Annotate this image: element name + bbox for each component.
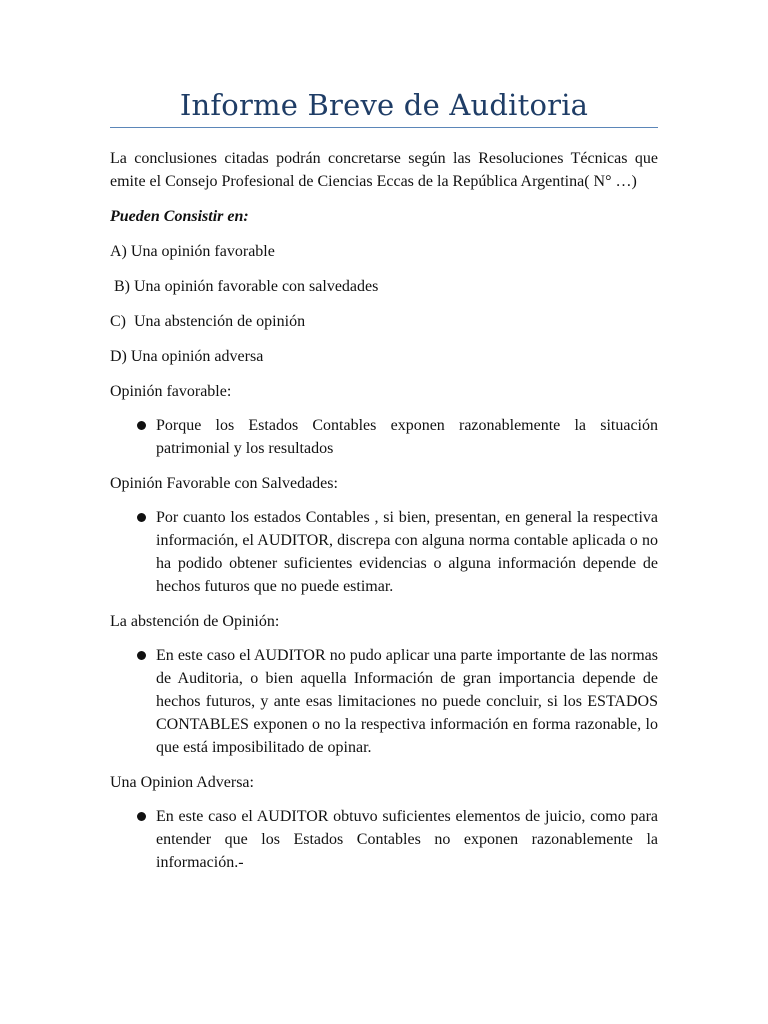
bullet-icon [137, 513, 146, 522]
document-page [110, 0, 658, 874]
bullet-item-adversa [110, 805, 658, 874]
bullet-item-favorable [110, 414, 658, 460]
intro-paragraph: La conclusiones citadas podrán concretarse según las Resoluciones Técnicas que emite el Consejo Profesional de Ciencias Eccas de la República Argentina( N° …) [110, 150, 658, 190]
section-label-abstencion: La abstención de Opinión: [110, 613, 280, 630]
option-a: A) Una opinión favorable [110, 243, 275, 260]
options-subheading: Pueden Consistir en: [110, 208, 249, 225]
bullet-icon [137, 651, 146, 660]
bullet-item-abstencion [110, 644, 658, 759]
option-b: B) Una opinión favorable con salvedades [110, 278, 379, 295]
bullet-text: Porque los Estados Contables exponen razonablemente la situación patrimonial y los resultados [156, 417, 658, 457]
section-label-favorable: Opinión favorable: [110, 383, 232, 400]
bullet-list-adversa [110, 805, 658, 874]
section-label-adversa: Una Opinion Adversa: [110, 774, 254, 791]
bullet-item-salvedades [110, 506, 658, 598]
document-title: Informe Breve de Auditoria [179, 88, 589, 122]
bullet-list-favorable [110, 414, 658, 460]
option-c: C) Una abstención de opinión [110, 313, 306, 330]
title-underline [110, 127, 658, 128]
bullet-icon [137, 812, 146, 821]
bullet-icon [137, 421, 146, 430]
section-label-salvedades: Opinión Favorable con Salvedades: [110, 475, 338, 492]
bullet-text: En este caso el AUDITOR no pudo aplicar una parte importante de las normas de Auditoria, o bien aquella Información de gran importancia depende de hechos futuros, y ante esas limitaciones no puede concluir, si los ESTADOS CONTABLES exponen o no la respectiva información en forma razonable, lo que está imposibilitado de opinar. [156, 647, 658, 756]
bullet-text: Por cuanto los estados Contables , si bien, presentan, en general la respectiva información, el AUDITOR, discrepa con alguna norma contable aplicada o no ha podido obtener suficientes evidencias o alguna información depende de hechos futuros que no puede estimar. [156, 509, 658, 595]
option-d: D) Una opinión adversa [110, 348, 264, 365]
bullet-list-salvedades [110, 506, 658, 598]
bullet-list-abstencion [110, 644, 658, 759]
bullet-text: En este caso el AUDITOR obtuvo suficientes elementos de juicio, como para entender que los Estados Contables no exponen razonablemente la información.- [156, 808, 658, 871]
